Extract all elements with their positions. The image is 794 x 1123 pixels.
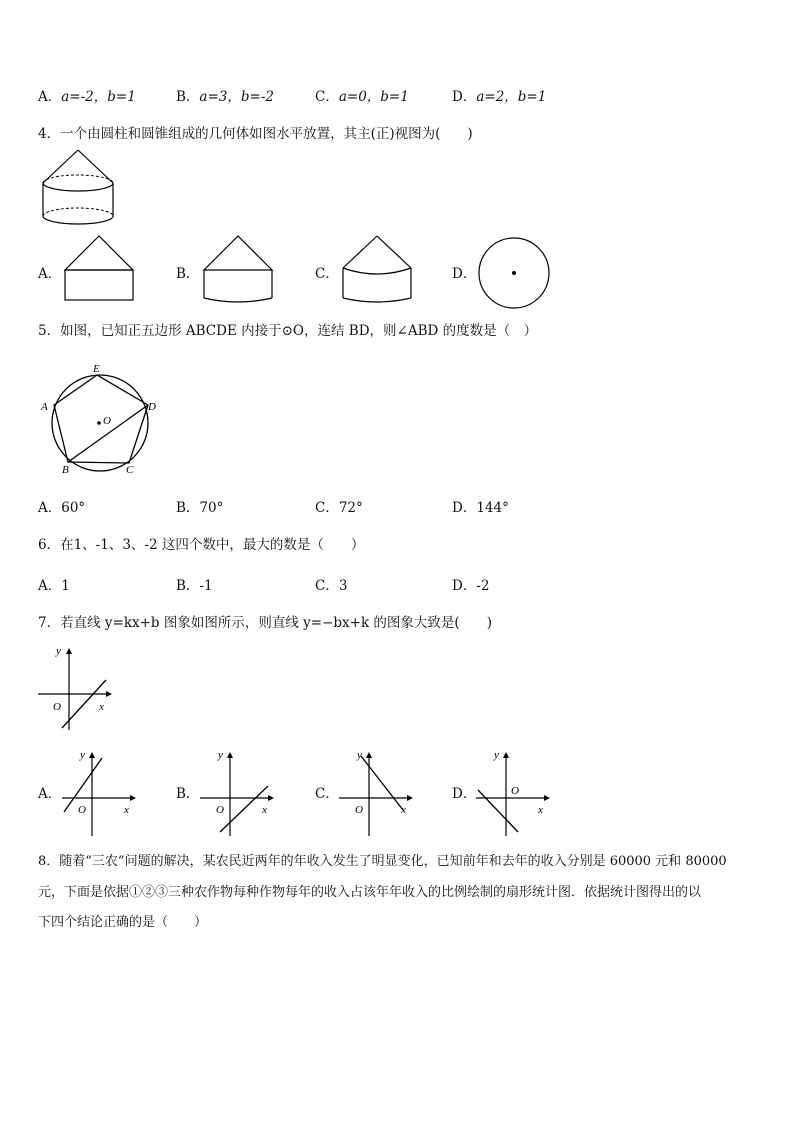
q5-label-e: E — [93, 363, 100, 375]
q6-option-d — [452, 578, 489, 594]
q5-option-b-text: 70° — [199, 500, 224, 516]
q7-a-y-label: y — [80, 749, 85, 761]
q8-line-2: 元，下面是依据①②③三种农作物每种作物每年的收入占该年年收入的比例绘制的扇形统计图．依据统计图得出的以 — [38, 885, 702, 900]
q4-option-c-figure — [340, 234, 414, 306]
q7-a-x-label: x — [124, 804, 129, 816]
q7-stem-x-label: x — [99, 701, 104, 713]
q6-option-a-letter: A． — [38, 578, 62, 594]
q3-option-b-text: a=3，b=-2 — [199, 89, 274, 105]
q5-stem: 5．如图，已知正五边形 ABCDE 内接于⊙O，连结 BD，则∠ABD 的度数是（ ） — [38, 323, 538, 339]
q5-option-d-text: 144° — [476, 500, 509, 516]
q7-d-x-label: x — [538, 804, 543, 816]
q4-option-a-figure — [62, 234, 136, 304]
q5-option-b-letter: B． — [176, 500, 200, 516]
q7-c-x-label: x — [401, 804, 406, 816]
q6-option-b — [176, 578, 213, 594]
q3-option-c — [315, 89, 409, 105]
q4-option-c-letter: C． — [315, 266, 339, 282]
q6-option-c-letter: C． — [315, 578, 339, 594]
q6-option-b-letter: B． — [176, 578, 200, 594]
q7-option-d-letter: D． — [452, 786, 477, 802]
q5-option-a — [38, 500, 85, 516]
q4-stem: 4．一个由圆柱和圆锥组成的几何体如图水平放置，其主(正)视图为( ) — [38, 126, 473, 142]
q8-line-1: 8．随着“三农”问题的解决，某农民近两年的年收入发生了明显变化，已知前年和去年的收入分别是 60000 元和 80000 — [38, 854, 727, 869]
q3-option-d — [452, 89, 546, 105]
q4-option-b-letter: B． — [176, 266, 200, 282]
q7-option-c-graph — [337, 746, 417, 838]
q8-line-3: 下四个结论正确的是（ ） — [38, 915, 208, 930]
q5-label-o: O — [103, 415, 111, 427]
q6-option-b-text: -1 — [199, 578, 213, 594]
q5-option-a-letter: A． — [38, 500, 62, 516]
q7-option-a-letter: A． — [38, 786, 62, 802]
q5-label-b: B — [62, 464, 69, 476]
q3-option-d-letter: D． — [452, 89, 477, 105]
q5-option-c — [315, 500, 363, 516]
q5-label-d: D — [148, 401, 156, 413]
q5-option-d — [452, 500, 509, 516]
q3-option-b — [176, 89, 274, 105]
q5-label-a: A — [41, 401, 48, 413]
q6-option-d-text: -2 — [476, 578, 490, 594]
q3-option-a — [38, 89, 136, 105]
q4-solid-figure — [38, 148, 118, 228]
q6-option-a-text: 1 — [61, 578, 70, 594]
q7-d-y-label: y — [494, 749, 499, 761]
q5-option-c-letter: C． — [315, 500, 339, 516]
q3-option-c-letter: C． — [315, 89, 339, 105]
q7-a-origin-label: O — [78, 804, 86, 816]
q7-stem-y-label: y — [56, 645, 61, 657]
q7-b-x-label: x — [262, 804, 267, 816]
q6-option-c-text: 3 — [338, 578, 348, 594]
q7-stem-graph — [36, 642, 118, 734]
q7-stem: 7．若直线 y=kx+b 图象如图所示，则直线 y=−bx+k 的图象大致是( ) — [38, 615, 492, 631]
q5-option-a-text: 60° — [61, 500, 86, 516]
q4-option-d-figure — [477, 236, 551, 310]
q6-option-d-letter: D． — [452, 578, 477, 594]
q3-option-a-letter: A． — [38, 89, 62, 105]
q6-option-c — [315, 578, 347, 594]
q7-stem-origin-label: O — [53, 701, 61, 713]
q7-c-y-label: y — [357, 749, 362, 761]
q7-d-origin-label: O — [511, 785, 519, 797]
q4-option-d-letter: D． — [452, 266, 477, 282]
q7-b-y-label: y — [218, 749, 223, 761]
q5-pentagon-figure — [38, 360, 164, 476]
q5-option-c-text: 72° — [338, 500, 363, 516]
q6-option-a — [38, 578, 70, 594]
q6-stem: 6．在1、-1、3、-2 这四个数中，最大的数是（ ） — [38, 537, 365, 553]
q4-option-a-letter: A． — [38, 266, 62, 282]
q7-option-b-letter: B． — [176, 786, 200, 802]
q3-option-b-letter: B． — [176, 89, 200, 105]
q3-option-a-text: a=-2，b=1 — [61, 89, 136, 105]
q3-option-d-text: a=2，b=1 — [476, 89, 547, 105]
q5-option-b — [176, 500, 223, 516]
q5-option-d-letter: D． — [452, 500, 477, 516]
q7-b-origin-label: O — [216, 804, 224, 816]
q4-option-b-figure — [201, 234, 275, 306]
q7-c-origin-label: O — [355, 804, 363, 816]
q5-label-c: C — [126, 464, 134, 476]
q3-option-c-text: a=0，b=1 — [338, 89, 409, 105]
q7-option-d-graph — [474, 746, 554, 838]
q7-option-c-letter: C． — [315, 786, 339, 802]
q7-option-a-graph — [60, 746, 140, 838]
q7-option-b-graph — [198, 746, 278, 838]
